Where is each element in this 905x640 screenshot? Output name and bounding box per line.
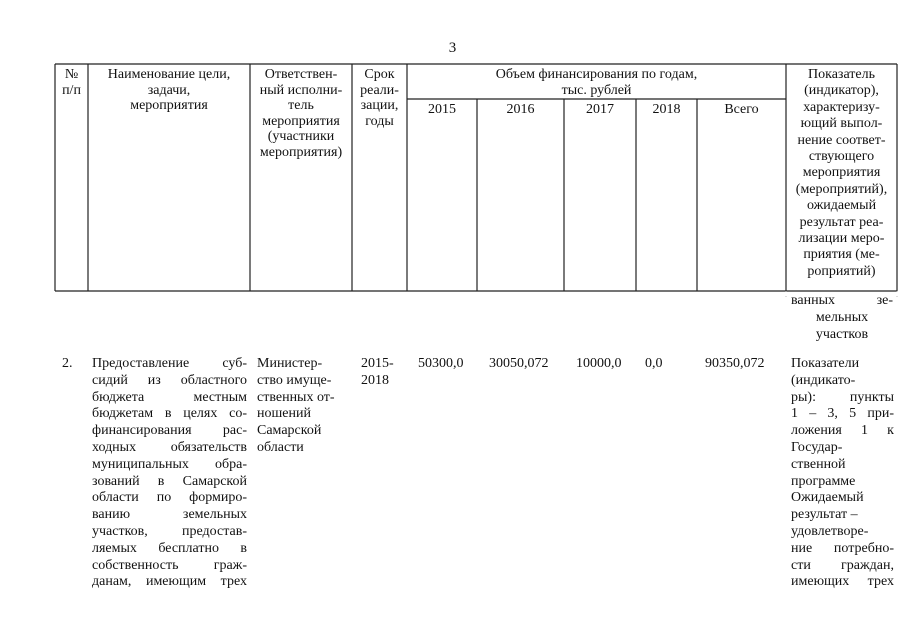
header-indicator-line: ожидаемый — [806, 198, 877, 214]
row-indicator-line: Ожидаемый — [791, 490, 864, 506]
row-executor-line: Министер- — [257, 356, 323, 371]
header-executor — [250, 67, 352, 161]
row-executor-line: ство имуще- — [257, 372, 332, 388]
header-name-line: задачи, — [147, 82, 191, 98]
row-executor-line: области — [257, 439, 304, 455]
header-executor-line: Ответствен- — [264, 67, 338, 82]
header-indicator-line: мероприятия — [802, 165, 881, 181]
header-executor-line: тель — [288, 98, 314, 114]
row-name-line: области по формиро- — [92, 490, 247, 506]
row-name-line: бюджета местным — [92, 389, 247, 405]
row-executor-line: Самарской — [257, 423, 322, 439]
header-indicator-line: Показатель — [808, 67, 875, 82]
row-term-line: 2018 — [361, 372, 389, 388]
header-finance — [407, 67, 786, 98]
row-indicator-line: удовлетворе- — [791, 523, 869, 539]
row-name-line: финансирования рас- — [92, 423, 247, 439]
indicator-continuation — [791, 293, 893, 343]
row-name-line: данам, имеющим трех — [92, 574, 247, 590]
header-indicator-line: роприятий) — [807, 263, 876, 279]
continuation-line: участков — [815, 326, 869, 342]
row-indicator-line: результат – — [791, 507, 858, 523]
row-indicator-line: ственной — [791, 456, 846, 472]
row-indicator-line: Показатели — [791, 356, 860, 371]
header-indicator-line: лизации меро- — [798, 231, 885, 247]
row-name-line: ванию земельных — [92, 507, 247, 523]
header-indicator-line: нение соответ- — [797, 132, 886, 148]
header-num — [55, 67, 88, 98]
row-indicator-line: (индикато- — [791, 372, 856, 388]
header-executor-line: ный исполни- — [259, 82, 343, 98]
row-indicator-line: Государ- — [791, 439, 843, 455]
row-indicator-line: ние потребно- — [791, 540, 894, 556]
row-indicator-line: ложения 1 к — [791, 423, 894, 439]
header-num-line: № — [64, 67, 79, 82]
header-finance-line: Объем финансирования по годам, — [495, 67, 698, 82]
row-value-2016: 30050,072 — [489, 356, 549, 371]
row-value-2015: 50300,0 — [418, 356, 464, 371]
row-name-line: Предоставление суб- — [92, 356, 247, 371]
continuation-line: ванных зе- — [791, 293, 893, 308]
row-name — [92, 356, 247, 591]
header-executor-line: (участники — [267, 129, 335, 145]
row-value-total: 90350,072 — [705, 356, 765, 371]
header-term-line: зации, — [360, 98, 399, 114]
row-executor — [257, 356, 349, 457]
header-finance-line: тыс. рублей — [561, 82, 632, 98]
continuation-line: мельных — [815, 309, 869, 325]
row-value-2018: 0,0 — [645, 356, 663, 371]
row-name-line: ходных обязательств — [92, 439, 247, 455]
header-term — [352, 67, 407, 129]
row-number: 2. — [62, 356, 73, 371]
row-name-line: собственность граж- — [92, 557, 247, 573]
header-year-2016: 2016 — [506, 102, 535, 117]
row-value-2017: 10000,0 — [576, 356, 622, 371]
header-indicator-line: ющий выпол- — [800, 116, 883, 132]
row-term-line: 2015- — [361, 356, 394, 371]
header-year-2018: 2018 — [652, 102, 681, 117]
header-executor-line: мероприятия — [262, 113, 340, 129]
header-indicator-line: характеризу- — [803, 99, 880, 115]
header-indicator-line: ствующего — [808, 149, 875, 165]
header-year-2015: 2015 — [428, 102, 456, 117]
header-term-line: Срок — [364, 67, 395, 82]
row-indicator-line: ры): пункты — [791, 389, 894, 405]
header-num-line: п/п — [62, 82, 81, 98]
header-name — [88, 67, 250, 114]
row-executor-line: ношений — [257, 406, 311, 422]
header-term-line: годы — [365, 113, 394, 129]
header-year-2017: 2017 — [586, 102, 614, 117]
row-name-line: сидий из областного — [92, 372, 247, 388]
header-indicator-line: результат реа- — [799, 214, 884, 230]
header-name-line: Наименование цели, — [107, 67, 231, 82]
page-number: 3 — [448, 40, 457, 56]
row-name-line: муниципальных обра- — [92, 456, 247, 472]
row-indicator-line: 1 – 3, 5 при- — [791, 406, 894, 422]
row-indicator-line: имеющих трех — [791, 574, 894, 590]
header-term-line: реали- — [360, 82, 399, 98]
row-name-line: участков, предостав- — [92, 523, 247, 539]
row-indicator-line: программе — [791, 473, 856, 489]
header-indicator-line: приятия (ме- — [803, 247, 880, 263]
row-name-line: ляемых бесплатно в — [92, 540, 247, 556]
header-executor-line: мероприятия) — [259, 144, 343, 160]
row-name-line: бюджетам в целях со- — [92, 406, 247, 422]
row-indicator — [791, 356, 894, 591]
header-indicator — [786, 67, 897, 280]
header-indicator-line: (мероприятий), — [795, 181, 888, 197]
header-name-line: мероприятия — [130, 98, 208, 114]
row-indicator-line: сти граждан, — [791, 557, 894, 573]
row-executor-line: ственных от- — [257, 389, 335, 405]
header-year-total: Всего — [724, 102, 759, 117]
row-name-line: зований в Самарской — [92, 473, 247, 489]
row-term — [361, 356, 405, 390]
header-indicator-line: (индикатор), — [804, 83, 879, 99]
